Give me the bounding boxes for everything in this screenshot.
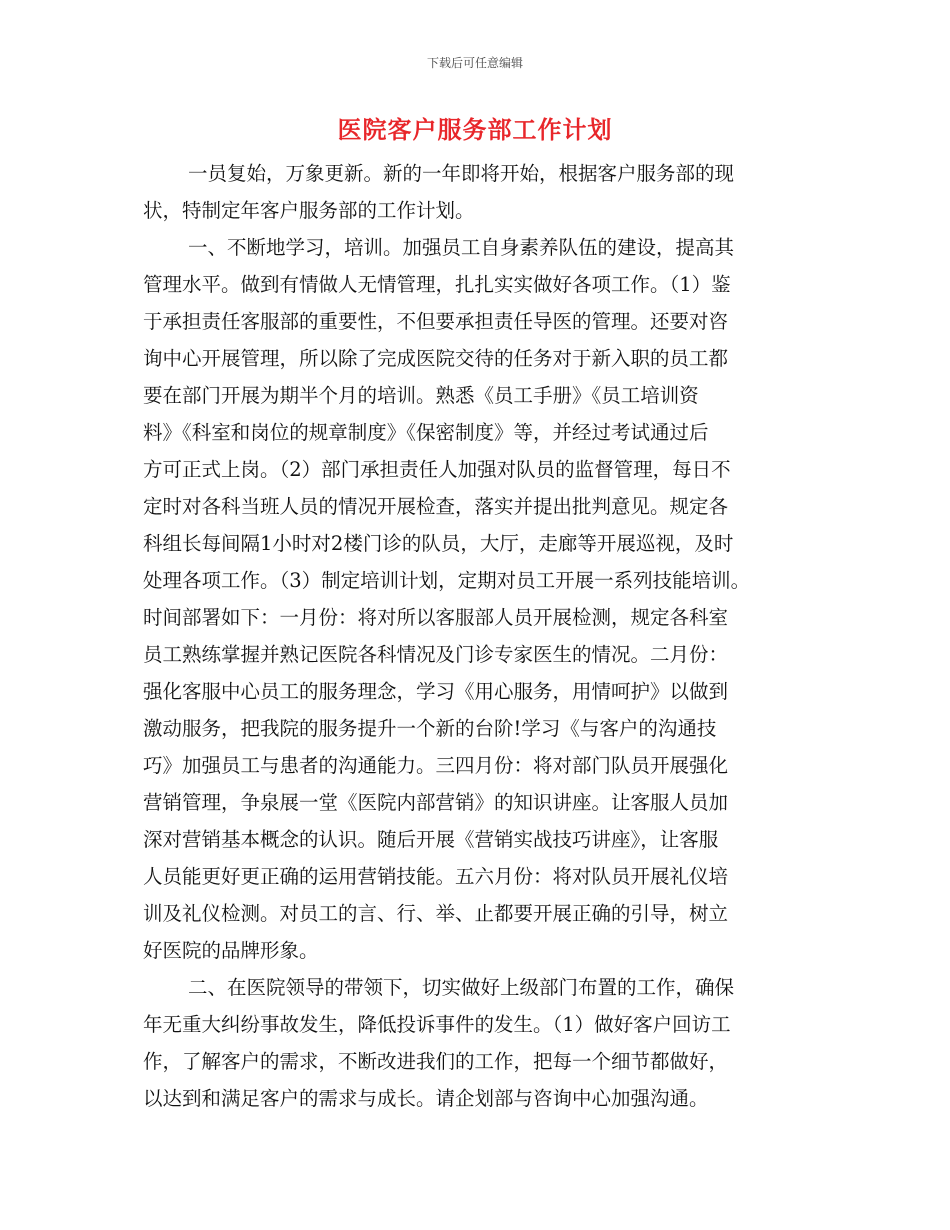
body-line: 科组长每间隔1小时对2楼门诊的队员，大厅，走廊等开展巡视，及时 — [143, 532, 734, 555]
body-line: 询中心开展管理，所以除了完成医院交待的任务对于新入职的员工都 — [143, 347, 729, 370]
body-line: 营销管理，争泉展一堂《医院内部营销》的知识讲座。让客服人员加 — [143, 791, 729, 814]
body-line: 训及礼仪检测。对员工的言、行、举、止都要开展正确的引导，树立 — [143, 902, 729, 925]
body-line: 于承担责任客服部的重要性，不但要承担责任导医的管理。还要对咨 — [143, 310, 729, 333]
body-line: 二、在医院领导的带领下，切实做好上级部门布置的工作，确保 — [188, 976, 735, 999]
body-line: 料》《科室和岗位的规章制度》《保密制度》等，并经过考试通过后 — [143, 421, 709, 444]
body-line: 激动服务，把我院的服务提升一个新的台阶!学习《与客户的沟通技 — [143, 717, 717, 740]
document-title: 医院客户服务部工作计划 — [337, 115, 613, 144]
body-line: 一、不断地学习，培训。加强员工自身素养队伍的建设，提高其 — [188, 236, 735, 259]
body-line: 一员复始，万象更新。新的一年即将开始，根据客户服务部的现 — [188, 162, 735, 185]
body-line: 时间部署如下：一月份：将对所以客服部人员开展检测，规定各科室 — [143, 606, 729, 629]
header-note: 下载后可任意编辑 — [426, 56, 523, 70]
body-line: 方可正式上岗。（2）部门承担责任人加强对队员的监督管理，每日不 — [143, 458, 731, 481]
body-line: 管理水平。做到有情做人无情管理，扎扎实实做好各项工作。（1）鉴 — [143, 273, 731, 296]
body-line: 好医院的品牌形象。 — [143, 939, 319, 962]
body-line: 员工熟练掌握并熟记医院各科情况及门诊专家医生的情况。二月份： — [143, 643, 729, 666]
body-line: 深对营销基本概念的认识。随后开展《营销实战技巧讲座》，让客服 — [143, 828, 719, 851]
body-line: 年无重大纠纷事故发生，降低投诉事件的发生。（1）做好客户回访工 — [143, 1013, 731, 1036]
body-line: 状，特制定年客户服务部的工作计划。 — [143, 199, 475, 222]
body-line: 处理各项工作。（3）制定培训计划，定期对员工开展一系列技能培训。 — [143, 569, 751, 592]
body-line: 定时对各科当班人员的情况开展检查，落实并提出批判意见。规定各 — [143, 495, 729, 518]
body-line: 以达到和满足客户的需求与成长。请企划部与咨询中心加强沟通。 — [143, 1087, 709, 1110]
body-line: 要在部门开展为期半个月的培训。熟悉《员工手册》《员工培训资 — [143, 384, 699, 407]
body-line: 巧》加强员工与患者的沟通能力。三四月份：将对部门队员开展强化 — [143, 754, 729, 777]
body-line: 作，了解客户的需求，不断改进我们的工作，把每一个细节都做好， — [143, 1050, 729, 1073]
body-line: 强化客服中心员工的服务理念，学习《用心服务，用情呵护》以做到 — [143, 680, 729, 703]
body-line: 人员能更好更正确的运用营销技能。五六月份：将对队员开展礼仪培 — [143, 865, 729, 888]
